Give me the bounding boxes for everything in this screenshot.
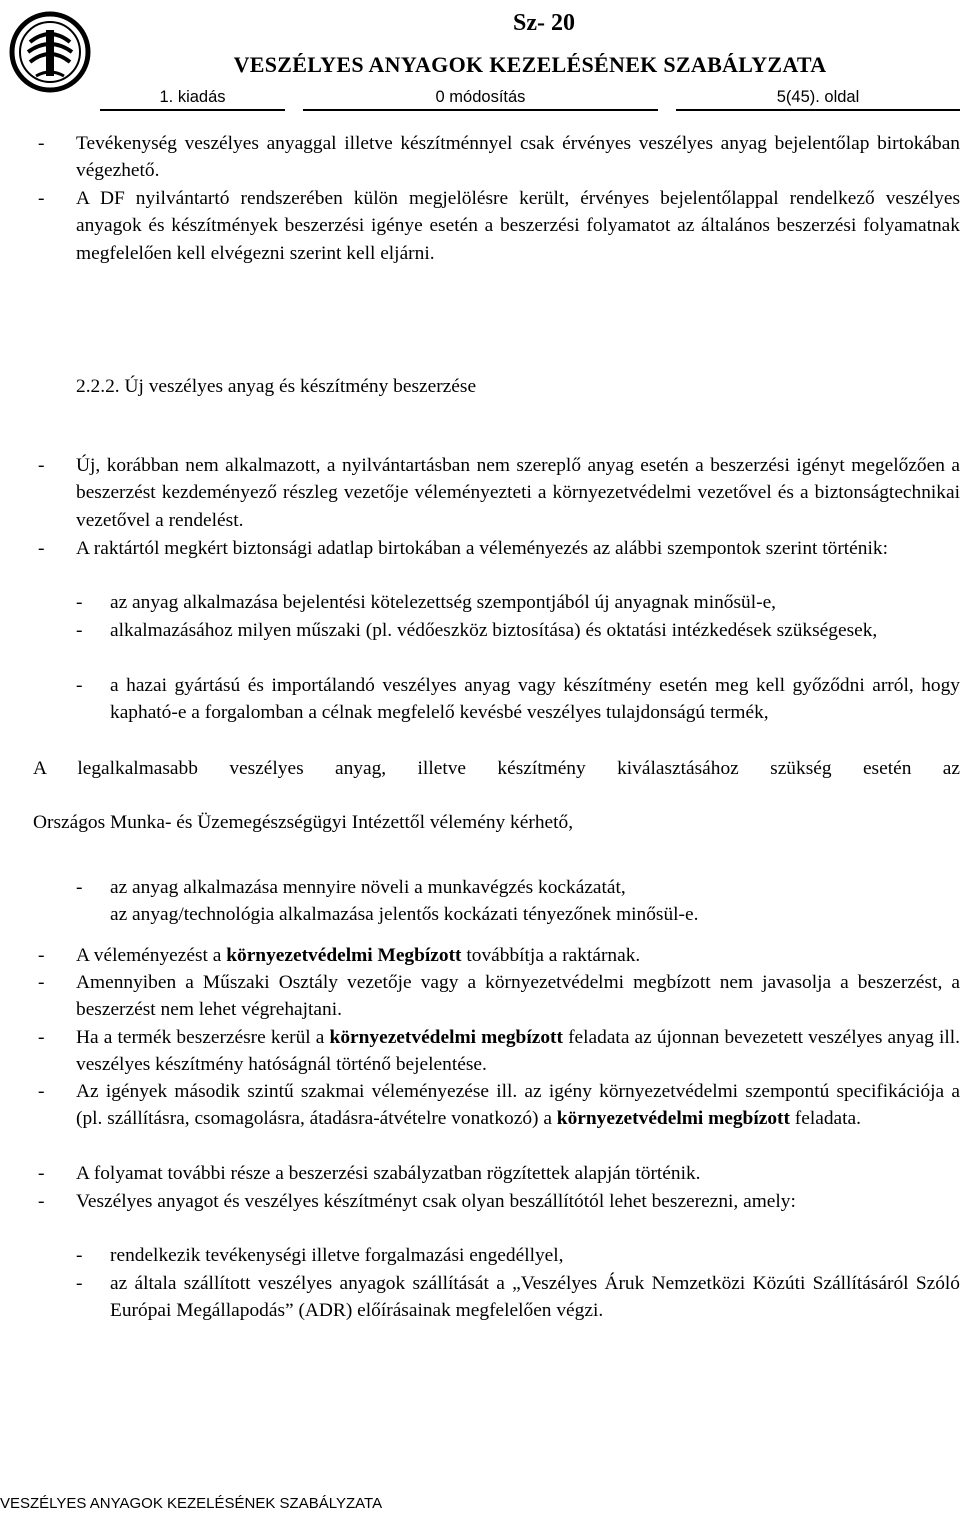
intro-item-2: A DF nyilvántartó rendszerében külön megjelölésre került, érvényes bejelentőlappal rendelkező veszélyes anyagok és készítmények beszerzési igénye esetén a beszerzési folyamatot az általános beszerzési folyamatnak megfelelően kell elvégezni szerint kell eljárni. — [76, 188, 960, 264]
bullet-dash: - — [76, 620, 83, 641]
section-item-5: Ha a termék beszerzésre kerül a környezetvédelmi megbízott feladata az újonnan bevezetett veszélyes anyag ill. veszélyes készítmény hatóságnál történő bejelentése. — [76, 1027, 960, 1076]
section-item-7: A folyamat további része a beszerzési szabályzatban rögzítettek alapján történik. — [76, 1163, 701, 1184]
sub-item-1: az anyag alkalmazása bejelentési kötelezettség szempontjából új anyagnak minősül-e, — [110, 592, 777, 613]
page-number: 5(45). oldal — [676, 87, 960, 111]
document-title: VESZÉLYES ANYAGOK KEZELÉSÉNEK SZABÁLYZATA — [233, 52, 827, 77]
bullet-dash: - — [38, 945, 45, 966]
bullet-dash: - — [76, 1245, 83, 1266]
document-code: Sz- 20 — [513, 10, 575, 36]
bullet-dash: - — [38, 1191, 45, 1212]
bullet-dash: - — [38, 972, 45, 993]
bullet-dash: - — [38, 1027, 45, 1048]
section-item-6: Az igények második szintű szakmai véleményezése ill. az igény környezetvédelmi szempontú specifikációja a (pl. szállításra, csomagolásra, átadásra-átvételre vonatkozó) a környezetvédelmi megbízott feladata. — [76, 1081, 960, 1130]
bullet-dash: - — [38, 188, 45, 209]
section-item-4: Amennyiben a Műszaki Osztály vezetője vagy a környezetvédelmi megbízott nem javasolja a beszerzést, a beszerzést nem lehet végrehajtani. — [76, 972, 960, 1021]
page-footer: VESZÉLYES ANYAGOK KEZELÉSÉNEK SZABÁLYZATA — [0, 1495, 383, 1512]
bullet-dash: - — [38, 455, 45, 476]
sub-item-2: alkalmazásához milyen műszaki (pl. védőeszköz biztosítása) és oktatási intézkedések szükségesek, — [110, 620, 878, 641]
intro-item-1: Tevékenység veszélyes anyaggal illetve készítménnyel csak érvényes veszélyes anyag bejelentőlap birtokában végezhető. — [76, 133, 960, 182]
edition-label: 1. kiadás — [100, 87, 285, 111]
revision-label: 0 módosítás — [303, 87, 658, 111]
bullet-dash: - — [76, 675, 83, 696]
bullet-dash: - — [76, 592, 83, 613]
bullet-dash: - — [76, 1273, 83, 1294]
sub-item-4-line-1: az anyag alkalmazása mennyire növeli a munkavégzés kockázatát, — [110, 877, 626, 898]
sub-item-5: rendelkezik tevékenységi illetve forgalmazási engedéllyel, — [110, 1245, 564, 1266]
section-heading: 2.2.2. Új veszélyes anyag és készítmény beszerzése — [76, 376, 477, 397]
sub-item-6: az általa szállított veszélyes anyagok szállítását a „Veszélyes Áruk Nemzetközi Közúti Szállításáról Szóló Európai Megállapodás” (ADR) előírásainak megfelelően végzi. — [110, 1273, 960, 1322]
section-item-2: A raktártól megkért biztonsági adatlap birtokában a véleményezés az alábbi szempontok szerint történik: — [76, 538, 888, 559]
section-item-1: Új, korábban nem alkalmazott, a nyilvántartásban nem szereplő anyag esetén a beszerzési igényt megelőzően a beszerzést kezdeményező részleg vezetője véleményezteti a környezetvédelmi vezetővel és a biztonságtechnikai vezetővel a rendelést. — [76, 455, 960, 531]
bullet-dash: - — [38, 1163, 45, 1184]
section-item-8: Veszélyes anyagot és veszélyes készítményt csak olyan beszállítótól lehet beszerezni, amely: — [76, 1191, 796, 1212]
paragraph-line-2: Országos Munka- és Üzemegészségügyi Intézettől vélemény kérhető, — [33, 812, 574, 833]
bullet-dash: - — [76, 877, 83, 898]
bullet-dash: - — [38, 133, 45, 154]
paragraph-line-1: A legalkalmasabb veszélyes anyag, illetve készítmény kiválasztásához szükség esetén az — [33, 758, 960, 779]
sub-item-4-line-2: az anyag/technológia alkalmazása jelentős kockázati tényezőnek minősül-e. — [110, 904, 699, 925]
bullet-dash: - — [38, 1081, 45, 1102]
bullet-dash: - — [38, 538, 45, 559]
sub-item-3: a hazai gyártású és importálandó veszélyes anyag vagy készítmény esetén meg kell győződni arról, hogy kapható-e a forgalomban a célnak megfelelő kevésbé veszélyes tulajdonságú termék, — [110, 675, 960, 724]
section-item-3: A véleményezést a környezetvédelmi Megbízott továbbítja a raktárnak. — [76, 945, 641, 966]
